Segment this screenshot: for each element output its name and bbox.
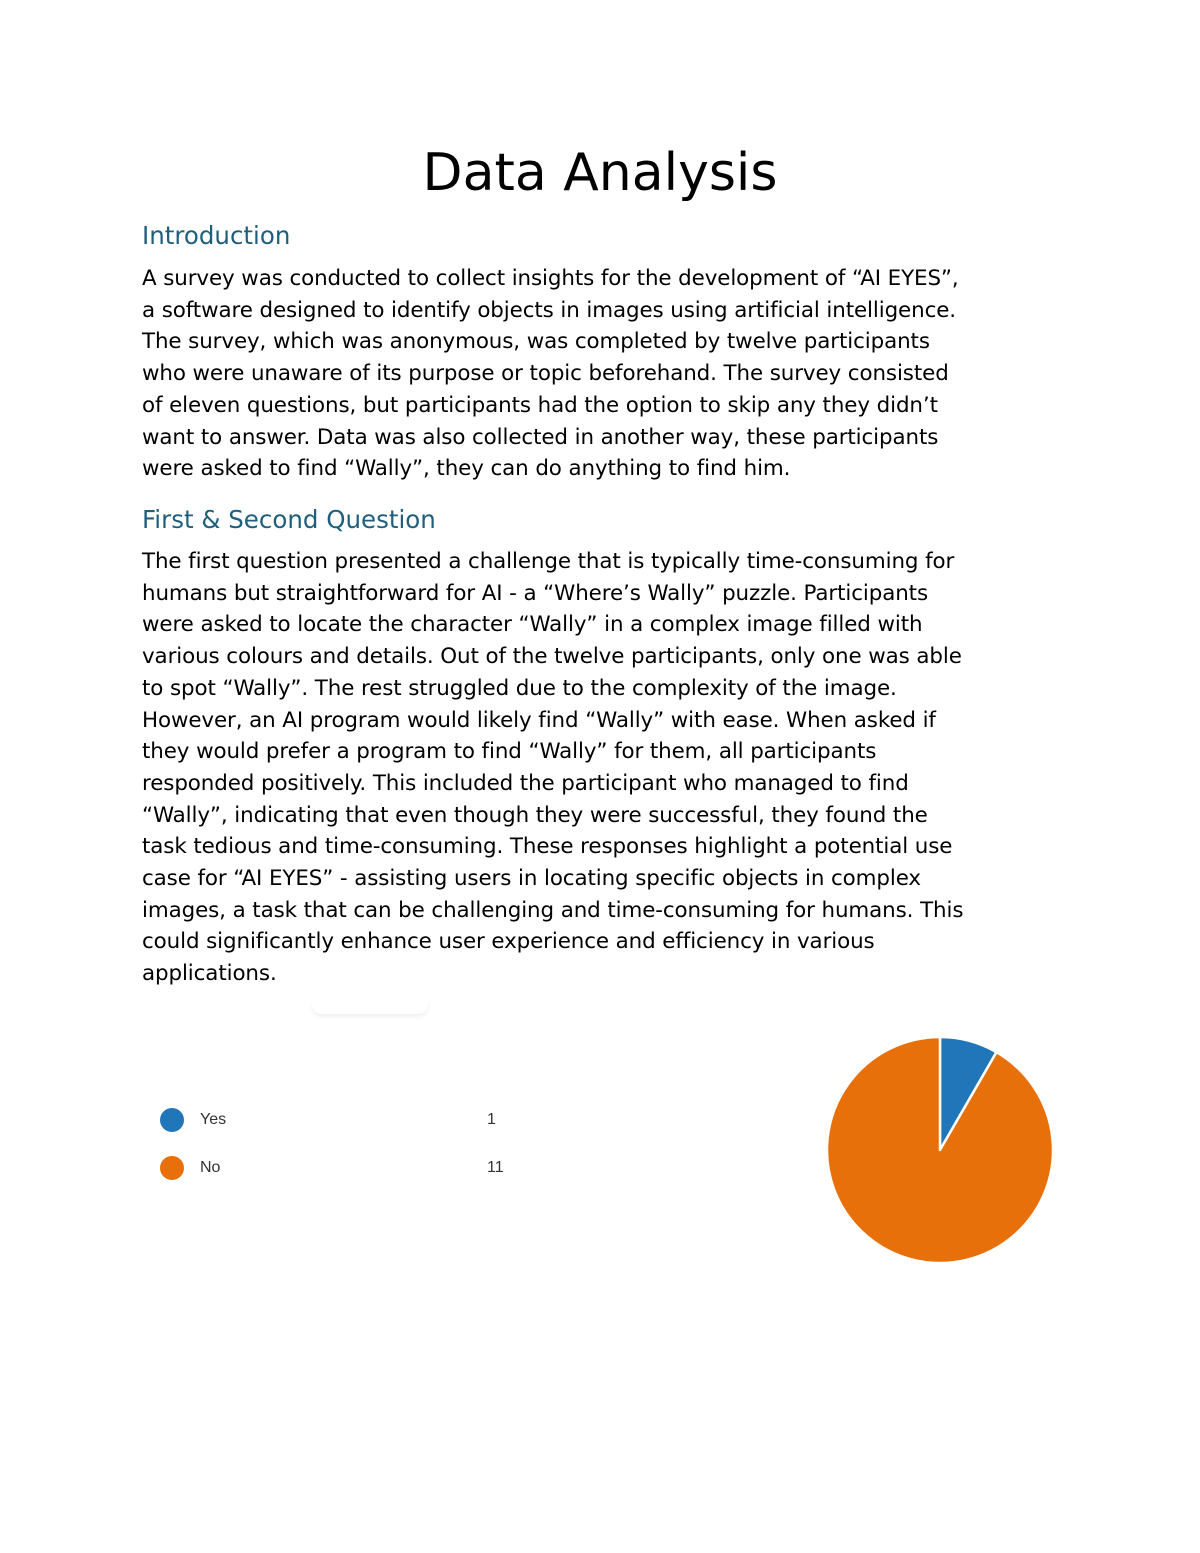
- page-title: Data Analysis: [422, 143, 778, 203]
- first-second-question-paragraph: [142, 546, 1062, 990]
- pie-chart: [820, 1030, 1060, 1270]
- legend-swatch-yes: [160, 1108, 184, 1132]
- legend-value-yes: 1: [487, 1111, 496, 1128]
- paragraph-line: a software designed to identify objects in images using artificial intelligence.: [142, 297, 956, 323]
- paragraph-line: were asked to locate the character “Wally” in a complex image filled with: [142, 612, 923, 638]
- section-heading-introduction: Introduction: [142, 221, 291, 250]
- paragraph-line: were asked to find “Wally”, they can do anything to find him.: [142, 456, 791, 482]
- legend-label-yes: Yes: [200, 1111, 227, 1128]
- legend-item-no: [160, 1156, 540, 1182]
- paragraph-line: The survey, which was anonymous, was completed by twelve participants: [142, 329, 930, 355]
- paragraph-line: who were unaware of its purpose or topic beforehand. The survey consisted: [142, 361, 949, 387]
- paragraph-line: responded positively. This included the participant who managed to find: [142, 770, 909, 796]
- legend-item-yes: [160, 1108, 540, 1134]
- paragraph-line: of eleven questions, but participants had the option to skip any they didn’t: [142, 392, 938, 418]
- pie-slice-no[interactable]: [827, 1037, 1053, 1263]
- paragraph-line: applications.: [142, 961, 277, 987]
- section-heading-first-second-question: First & Second Question: [142, 505, 436, 534]
- paragraph-line: “Wally”, indicating that even though they were successful, they found the: [142, 802, 928, 828]
- legend-value-no: 11: [487, 1159, 504, 1176]
- legend-swatch-no: [160, 1156, 184, 1180]
- chart-tab-shadow: [312, 1000, 428, 1014]
- legend-label-no: No: [200, 1159, 221, 1176]
- paragraph-line: task tedious and time-consuming. These responses highlight a potential use: [142, 834, 953, 860]
- paragraph-line: images, a task that can be challenging and time-consuming for humans. This: [142, 897, 964, 923]
- paragraph-line: could significantly enhance user experience and efficiency in various: [142, 929, 875, 955]
- paragraph-line: humans but straightforward for AI - a “Where’s Wally” puzzle. Participants: [142, 580, 929, 606]
- paragraph-line: However, an AI program would likely find “Wally” with ease. When asked if: [142, 707, 936, 733]
- paragraph-line: to spot “Wally”. The rest struggled due to the complexity of the image.: [142, 675, 897, 701]
- paragraph-line: The first question presented a challenge that is typically time-consuming for: [142, 549, 955, 574]
- paragraph-line: various colours and details. Out of the twelve participants, only one was able: [142, 644, 962, 670]
- paragraph-line: case for “AI EYES” - assisting users in locating specific objects in complex: [142, 866, 921, 892]
- introduction-paragraph: [142, 263, 1062, 485]
- paragraph-line: they would prefer a program to find “Wally” for them, all participants: [142, 739, 877, 765]
- paragraph-line: A survey was conducted to collect insights for the development of “AI EYES”,: [142, 266, 959, 291]
- paragraph-line: want to answer. Data was also collected in another way, these participants: [142, 424, 939, 450]
